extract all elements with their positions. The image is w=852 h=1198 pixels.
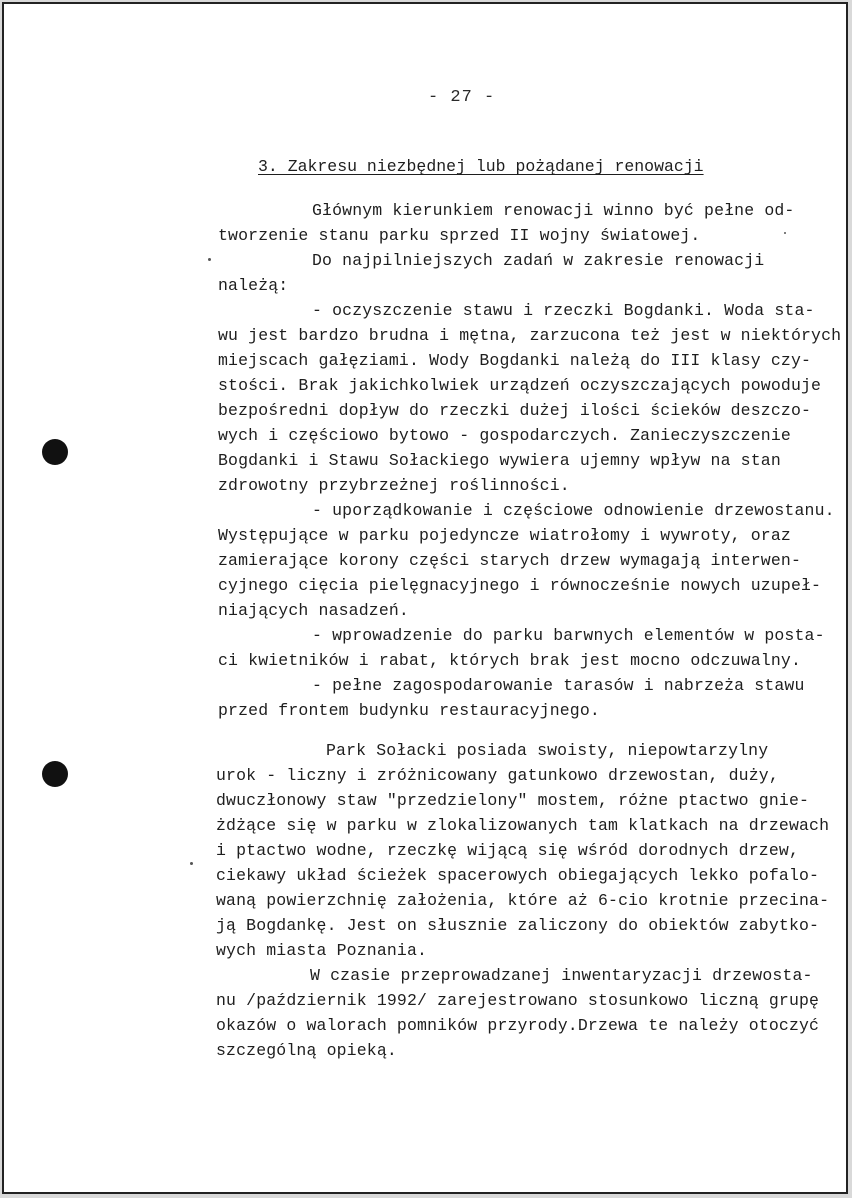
text-line: przed frontem budynku restauracyjnego. bbox=[218, 701, 600, 720]
text-line: ciekawy układ ścieżek spacerowych obiegających lekko pofalo- bbox=[216, 866, 820, 885]
text-line: i ptactwo wodne, rzeczkę wijącą się wśród dorodnych drzew, bbox=[216, 841, 799, 860]
text-line: - pełne zagospodarowanie tarasów i nabrzeża stawu bbox=[312, 676, 805, 695]
punch-hole bbox=[42, 761, 68, 787]
text-line: bezpośredni dopływ do rzeczki dużej ilości ścieków deszczo- bbox=[218, 401, 812, 420]
text-line: ci kwietników i rabat, których brak jest mocno odczuwalny. bbox=[218, 651, 801, 670]
text-line: szczególną opieką. bbox=[216, 1041, 397, 1060]
scan-speck bbox=[784, 232, 786, 234]
text-line: Park Sołacki posiada swoisty, niepowtarzylny bbox=[326, 741, 769, 760]
text-line: Bogdanki i Stawu Sołackiego wywiera ujemny wpływ na stan bbox=[218, 451, 781, 470]
text-line: nu /październik 1992/ zarejestrowano stosunkowo liczną grupę bbox=[216, 991, 820, 1010]
text-line: ją Bogdankę. Jest on słusznie zaliczony do obiektów zabytko- bbox=[216, 916, 820, 935]
document-page bbox=[2, 2, 848, 1194]
text-line: stości. Brak jakichkolwiek urządzeń oczyszczających powoduje bbox=[218, 376, 822, 395]
punch-hole bbox=[42, 439, 68, 465]
text-line: dwuczłonowy staw "przedzielony" mostem, różne ptactwo gnie- bbox=[216, 791, 810, 810]
text-line: Głównym kierunkiem renowacji winno być pełne od- bbox=[312, 201, 795, 220]
text-line: Występujące w parku pojedyncze wiatrołomy i wywroty, oraz bbox=[218, 526, 791, 545]
text-line: Do najpilniejszych zadań w zakresie renowacji bbox=[312, 251, 765, 270]
text-line: niających nasadzeń. bbox=[218, 601, 409, 620]
text-line: wych miasta Poznania. bbox=[216, 941, 428, 960]
page-number: - 27 - bbox=[428, 88, 496, 107]
scan-speck bbox=[190, 862, 193, 865]
text-line: urok - liczny i zróżnicowany gatunkowo drzewostan, duży, bbox=[216, 766, 779, 785]
text-line: wych i częściowo bytowo - gospodarczych. Zanieczyszczenie bbox=[218, 426, 791, 445]
text-line: - oczyszczenie stawu i rzeczki Bogdanki. Woda sta- bbox=[312, 301, 815, 320]
text-line: cyjnego cięcia pielęgnacyjnego i równocześnie nowych uzupeł- bbox=[218, 576, 822, 595]
text-line: zamierające korony części starych drzew wymagają interwen- bbox=[218, 551, 801, 570]
text-line: waną powierzchnię założenia, które aż 6-cio krotnie przecina- bbox=[216, 891, 830, 910]
text-line: - wprowadzenie do parku barwnych elementów w posta- bbox=[312, 626, 825, 645]
text-line: tworzenie stanu parku sprzed II wojny światowej. bbox=[218, 226, 701, 245]
text-line: należą: bbox=[218, 276, 289, 295]
text-line: okazów o walorach pomników przyrody.Drzewa te należy otoczyć bbox=[216, 1016, 820, 1035]
text-line: wu jest bardzo brudna i mętna, zarzucona też jest w niektórych bbox=[218, 326, 842, 345]
text-line: zdrowotny przybrzeżnej roślinności. bbox=[218, 476, 570, 495]
text-line: - uporządkowanie i częściowe odnowienie drzewostanu. bbox=[312, 501, 835, 520]
text-line: żdżące się w parku w zlokalizowanych tam klatkach na drzewach bbox=[216, 816, 830, 835]
text-line: miejscach gałęziami. Wody Bogdanki należą do III klasy czy- bbox=[218, 351, 812, 370]
text-line: W czasie przeprowadzanej inwentaryzacji drzewosta- bbox=[310, 966, 813, 985]
section-heading: 3. Zakresu niezbędnej lub pożądanej renowacji bbox=[258, 157, 704, 176]
scan-speck bbox=[208, 258, 211, 261]
